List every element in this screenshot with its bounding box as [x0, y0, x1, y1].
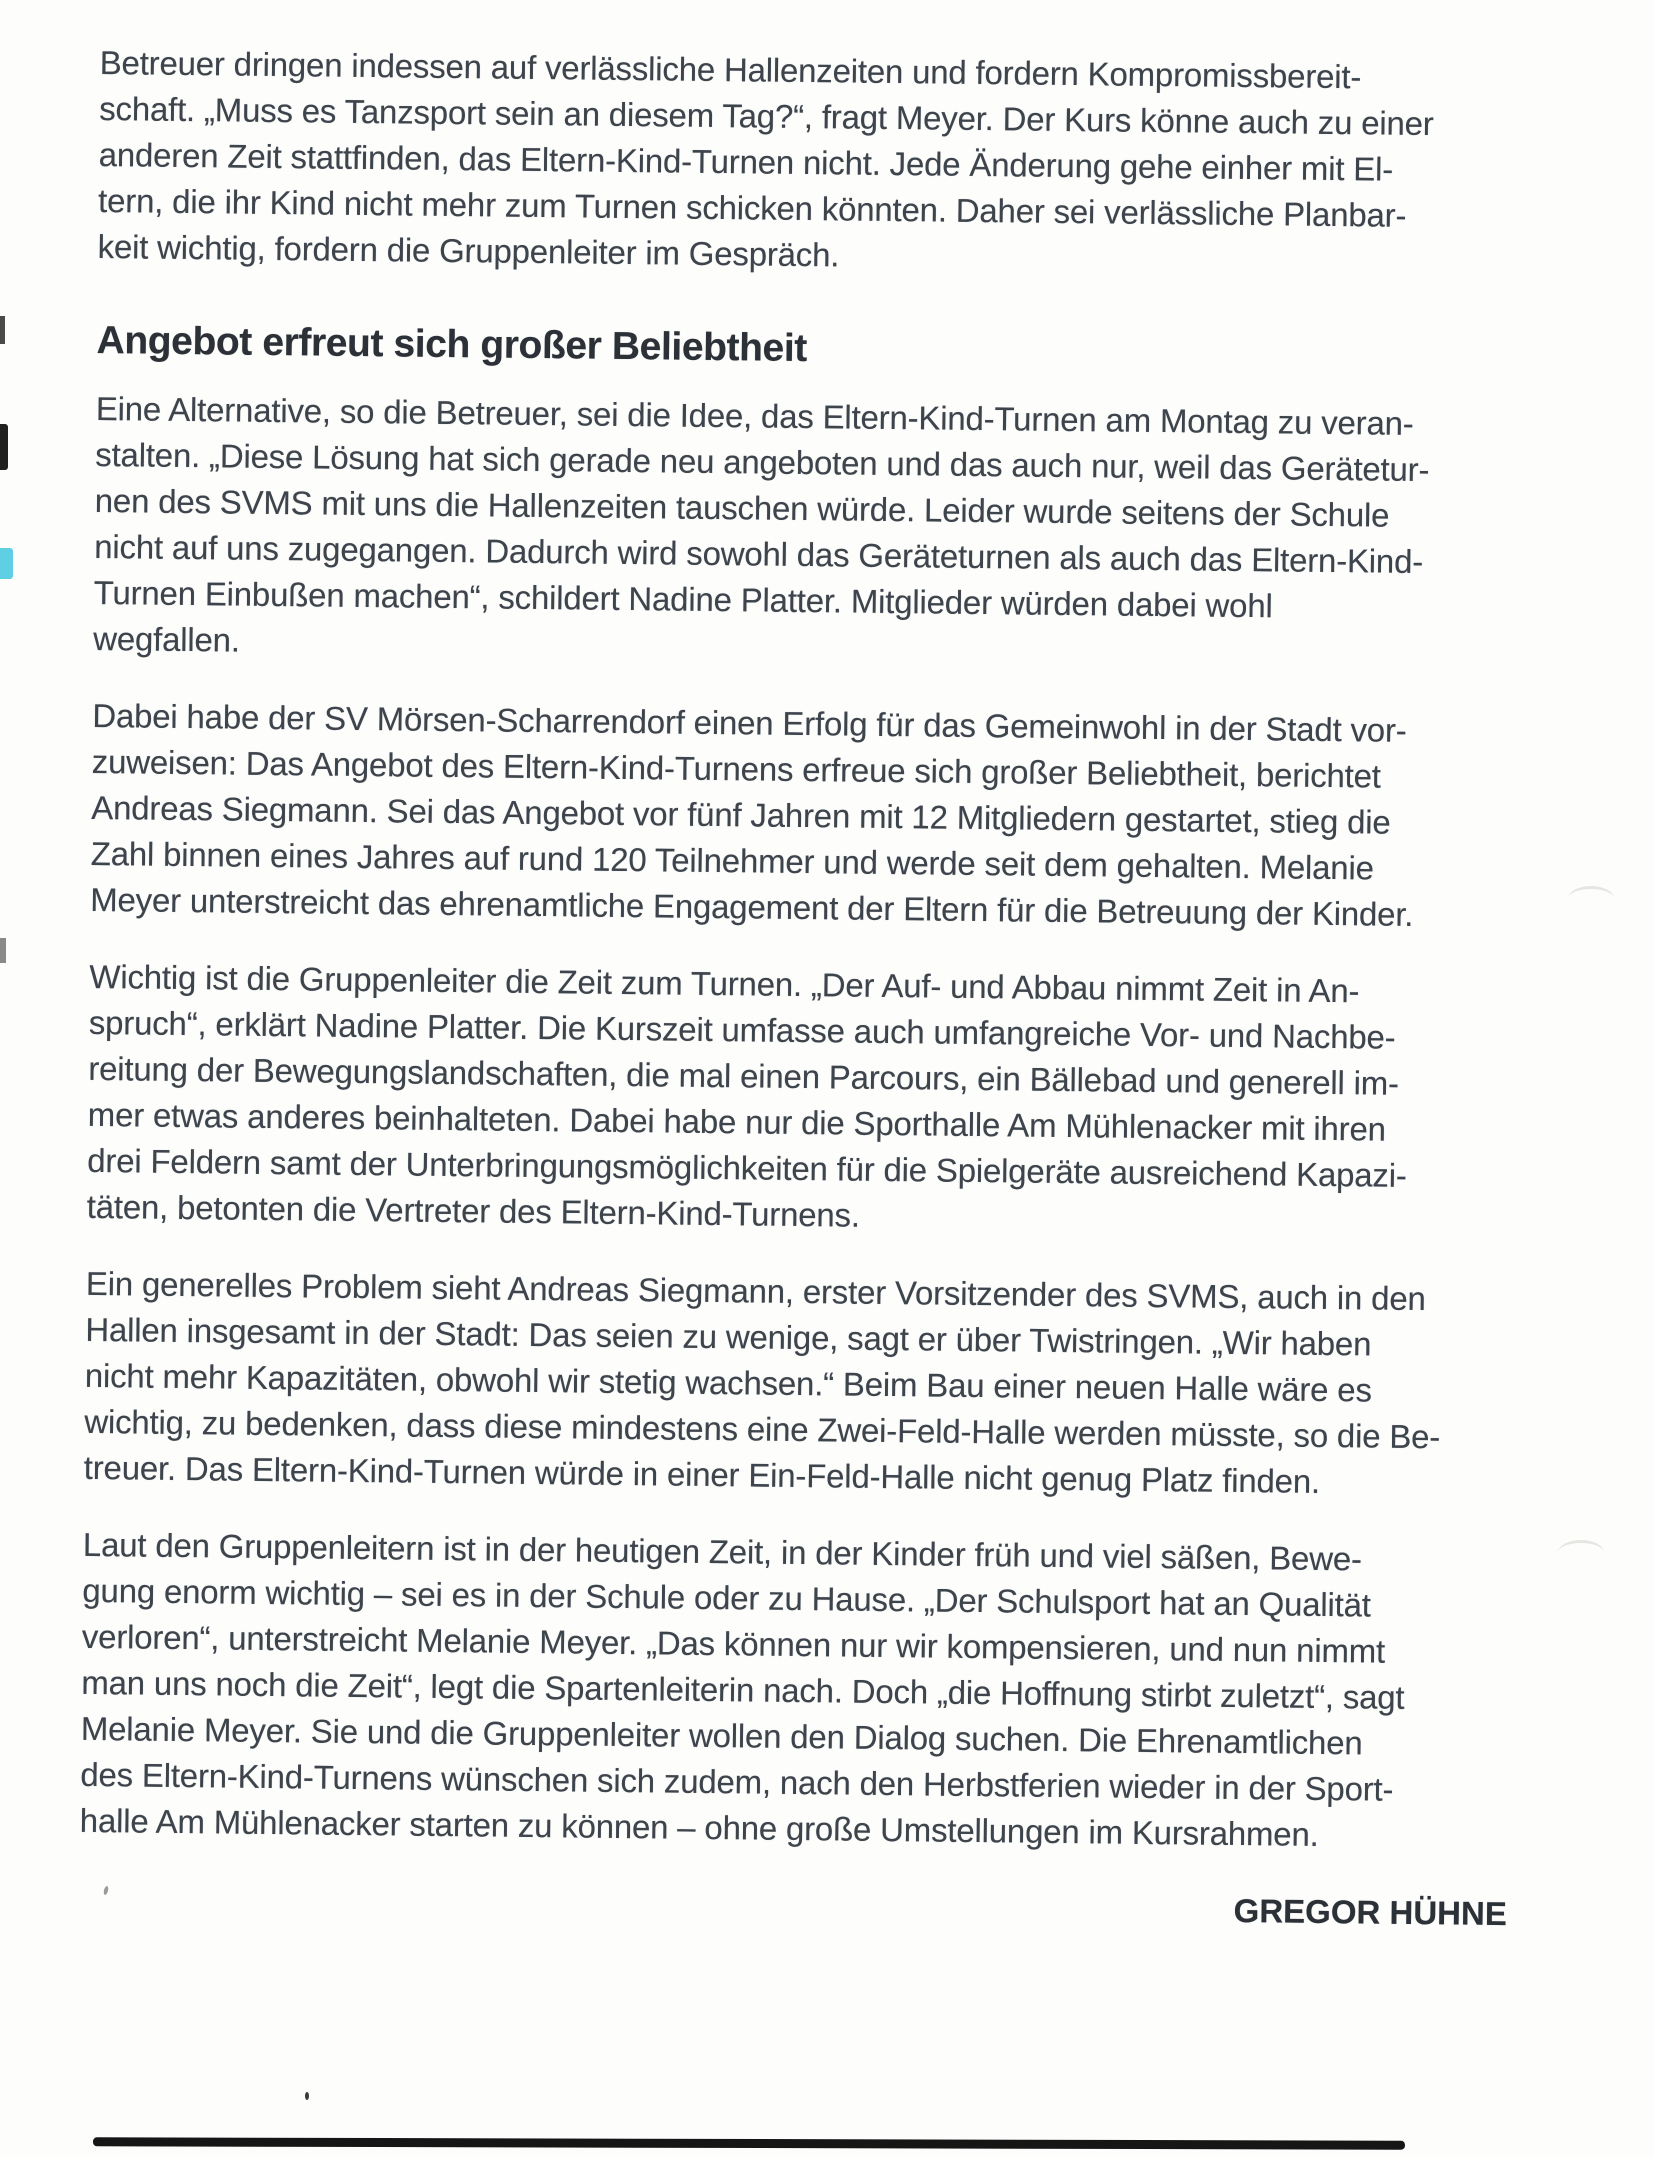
- author-byline: GREGOR HÜHNE: [1233, 1891, 1508, 1933]
- article-paragraph-3: Dabei habe der SV Mörsen-Scharrendorf einen Erfolg für das Gemeinwohl in der Stadt vor- zuweisen: Das Angebot des Eltern-Kind-Turnens erfreue sich großer Beliebtheit, berichtet Andreas Siegmann. Sei das Angebot vor fünf Jahren mit 12 Mitgliedern gestartet, stieg die Zahl binnen eines Jahres auf rund 120 Teilnehmer und werde seit dem gehalten. Melanie Meyer unterstreicht das ehrenamtliche Engagement der Eltern für die Betreuung der Kinder.: [90, 696, 1414, 933]
- article-body: [79, 40, 1542, 1937]
- article-paragraph-1: Betreuer dringen indessen auf verlässliche Hallenzeiten und fordern Kompromissbereit- schaft. „Muss es Tanzsport sein an diesem Tag?“, fragt Meyer. Der Kurs könne auch zu einer anderen Zeit stattfinden, das Eltern-Kind-Turnen nicht. Jede Änderung gehe einher mit El- tern, die ihr Kind nicht mehr zum Turnen schicken könnten. Daher sei verlässliche Planbar- keit wichtig, fordern die Gruppenleiter im Gespräch.: [97, 43, 1434, 274]
- scanner-edge-mark: [0, 424, 8, 470]
- scanner-dust-arc: [1568, 886, 1614, 911]
- article-paragraph-4: Wichtig ist die Gruppenleiter die Zeit zum Turnen. „Der Auf- und Abbau nimmt Zeit in An- spruch“, erklärt Nadine Platter. Die Kurszeit umfasse auch umfangreiche Vor- und Nachbe- reitung der Bewegungslandschaften, die mal einen Parcours, ein Bällebad und generell im- mer etwas anderes beinhalteten. Dabei habe nur die Sporthalle Am Mühlenacker mit ihren drei Feldern samt der Unterbringungsmöglichkeiten für die Spielgeräte ausreichend Kapazi- täten, betonten die Vertreter des Eltern-Kind-Turnens.: [86, 957, 1407, 1234]
- scanner-edge-mark-cyan: [0, 548, 13, 579]
- scan-bottom-edge-artifact: [93, 2137, 1405, 2149]
- scanner-edge-mark: [0, 316, 5, 344]
- article-paragraph-5: Ein generelles Problem sieht Andreas Siegmann, erster Vorsitzender des SVMS, auch in den Hallen insgesamt in der Stadt: Das seien zu wenige, sagt er über Twistringen. „Wir haben nicht mehr Kapazitäten, obwohl wir stetig wachsen.“ Beim Bau einer neuen Halle wäre es wichtig, zu bedenken, dass diese mindestens eine Zwei-Feld-Halle werden müsste, so die Be- treuer. Das Eltern-Kind-Turnen würde in einer Ein-Feld-Halle nicht genug Platz finden.: [83, 1264, 1441, 1500]
- scanner-edge-mark: [0, 938, 6, 963]
- article-paragraph-2: Eine Alternative, so die Betreuer, sei die Idee, das Eltern-Kind-Turnen am Montag zu veran- stalten. „Diese Lösung hat sich gerade neu angeboten und das auch nur, weil das Gerätetur- nen des SVMS mit uns die Hallenzeiten tauschen würde. Leider wurde seitens der Schule nicht auf uns zugegangen. Dadurch wird sowohl das Geräteturnen als auch das Eltern-Kind- Turnen Einbußen machen“, schildert Nadine Platter. Mitglieder würden dabei wohl wegfallen.: [93, 389, 1430, 659]
- article-paragraph-6: Laut den Gruppenleitern ist in der heutigen Zeit, in der Kinder früh und viel säßen, Bewe- gung enorm wichtig – sei es in der Schule oder zu Hause. „Der Schulsport hat an Qualität verloren“, unterstreicht Melanie Meyer. „Das können nur wir kompensieren, und nun nimmt man uns noch die Zeit“, legt die Spartenleiterin nach. Doch „die Hoffnung stirbt zuletzt“, sagt Melanie Meyer. Sie und die Gruppenleiter wollen den Dialog suchen. Die Ehrenamtlichen des Eltern-Kind-Turnens wünschen sich zudem, nach den Herbstferien wieder in der Sport- halle Am Mühlenacker starten zu können – ohne große Umstellungen im Kursrahmen.: [79, 1525, 1405, 1853]
- section-heading: Angebot erfreut sich großer Beliebtheit: [96, 318, 808, 371]
- scanner-speck: [305, 2092, 309, 2100]
- scanner-dust-arc: [1558, 1540, 1604, 1565]
